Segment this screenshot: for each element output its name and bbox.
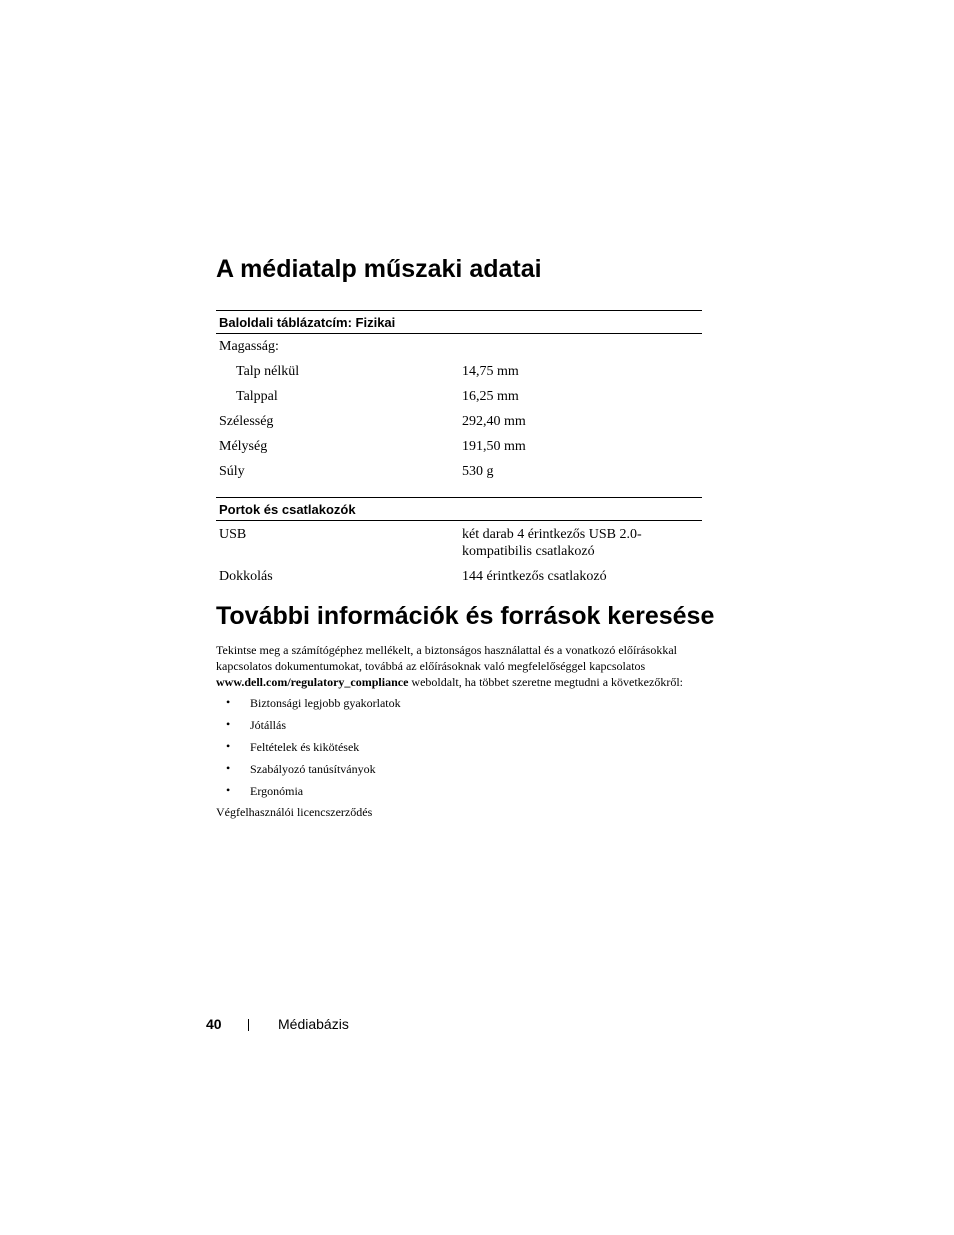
footer-title: Médiabázis (278, 1016, 349, 1032)
row-label-weight: Súly (219, 464, 245, 479)
row-value-width: 292,40 mm (462, 414, 526, 429)
intro-text-after: weboldalt, ha többet szeretne megtudni a következőkről: (408, 675, 683, 689)
row-value-without-stand: 14,75 mm (462, 364, 519, 379)
regulatory-link[interactable]: www.dell.com/regulatory_compliance (216, 675, 409, 689)
bullet-icon: • (226, 695, 231, 709)
row-value-depth: 191,50 mm (462, 439, 526, 454)
table-header-label: Baloldali táblázatcím: Fizikai (219, 315, 396, 330)
table-header-physical (216, 310, 702, 334)
row-label-width: Szélesség (219, 414, 274, 429)
row-label-height: Magasság: (219, 339, 279, 354)
eula-text: Végfelhasználói licencszerződés (216, 805, 373, 819)
row-label-depth: Mélység (219, 439, 268, 454)
row-value-with-stand: 16,25 mm (462, 389, 519, 404)
page-title: A médiatalp műszaki adatai (216, 255, 542, 283)
list-item-text: Szabályozó tanúsítványok (250, 762, 376, 776)
list-item-text: Ergonómia (250, 784, 304, 798)
intro-text-before: Tekintse meg a számítógéphez mellékelt, a biztonságos használattal és a vonatkozó előírásokkal kapcsolatos dokumentumokat, továbbá az előírásoknak való megfelelőséggel kapcsolatos (216, 643, 677, 673)
footer-separator (248, 1019, 249, 1031)
row-label-usb: USB (219, 527, 247, 542)
table-header-ports (216, 497, 702, 521)
row-label-without-stand: Talp nélkül (236, 364, 300, 379)
row-label-with-stand: Talppal (236, 389, 278, 404)
bullet-icon: • (226, 739, 231, 753)
row-label-docking: Dokkolás (219, 569, 273, 584)
row-value-usb: két darab 4 érintkezős USB 2.0-kompatibilis csatlakozó (462, 527, 642, 559)
row-value-weight: 530 g (462, 464, 494, 479)
bullet-icon: • (226, 761, 231, 775)
table-header-label: Portok és csatlakozók (219, 502, 356, 517)
intro-paragraph (216, 642, 706, 690)
list-item-text: Biztonsági legjobb gyakorlatok (250, 696, 401, 710)
page-number: 40 (206, 1016, 222, 1032)
section-title: További információk és források keresése (216, 602, 715, 630)
list-item-text: Feltételek és kikötések (250, 740, 360, 754)
row-value-docking: 144 érintkezős csatlakozó (462, 569, 607, 584)
list-item-text: Jótállás (250, 718, 286, 732)
bullet-icon: • (226, 783, 231, 797)
bullet-icon: • (226, 717, 231, 731)
